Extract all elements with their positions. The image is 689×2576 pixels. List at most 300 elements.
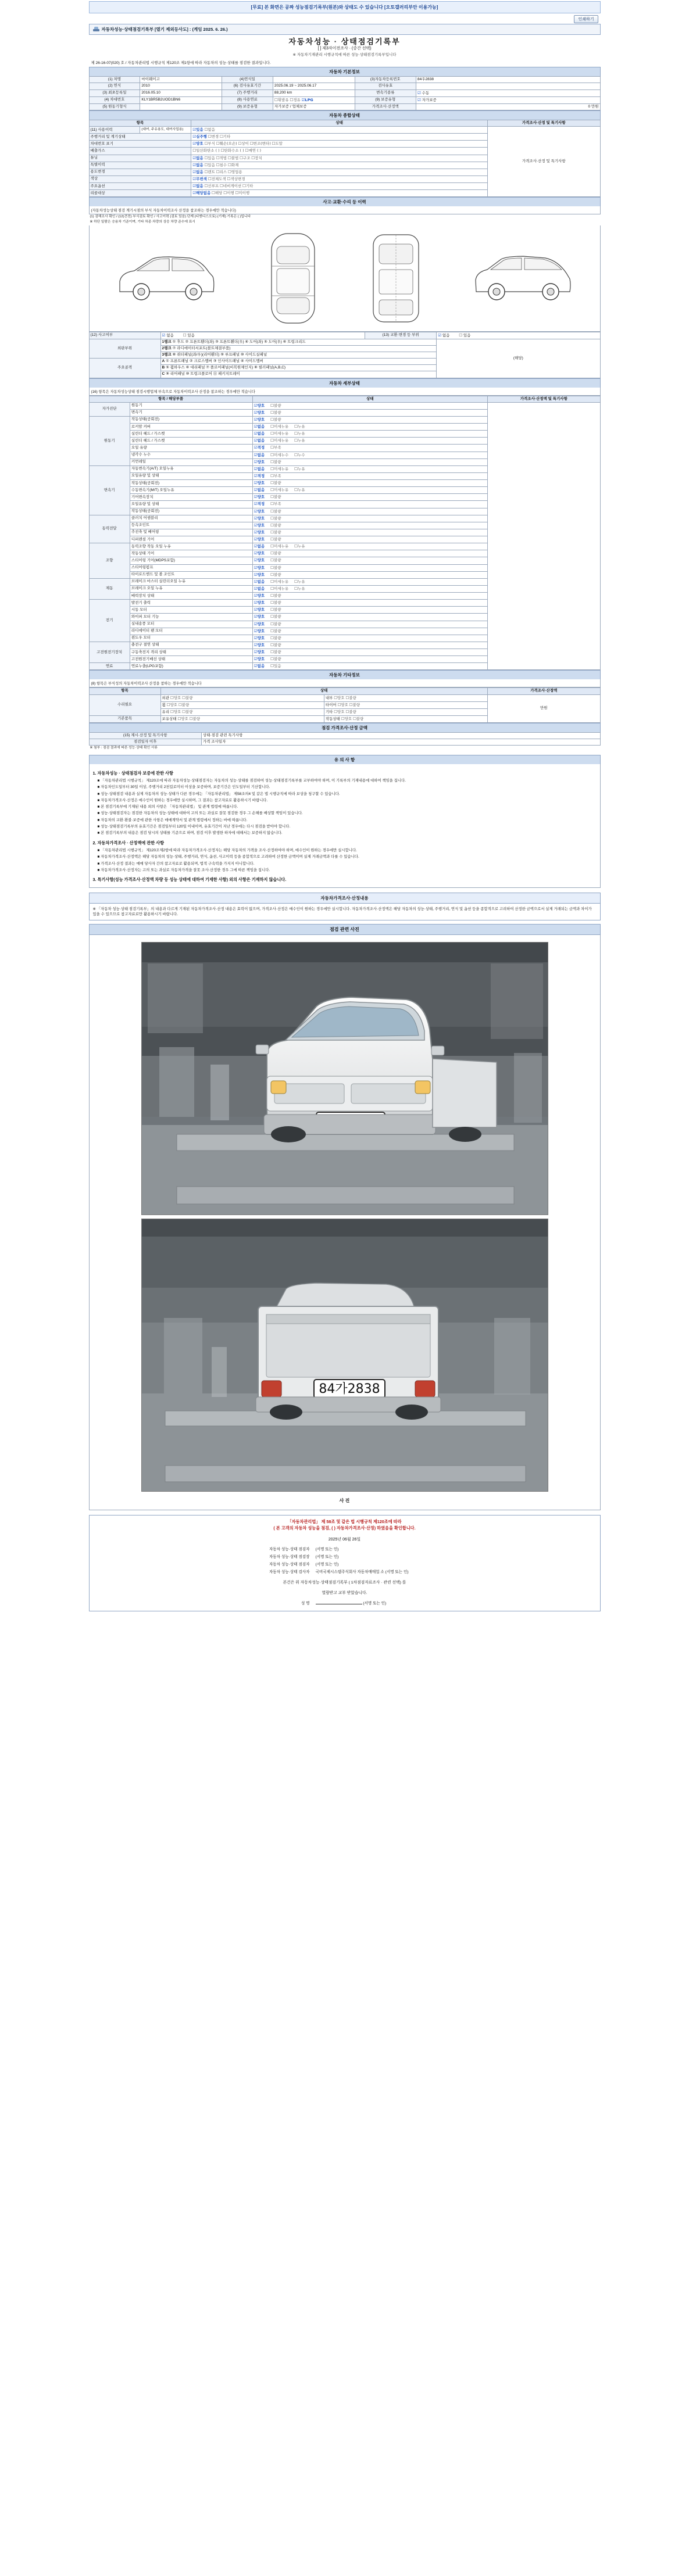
detail-state-checkbox[interactable]: ☑양호 [254, 657, 265, 662]
detail-state-checkbox[interactable]: ☑없음 [254, 424, 265, 429]
signature-title-1: 「자동차관리법」 제 58조 및 같은 법 시행규칙 제120조에 따라 [287, 1519, 402, 1525]
detail-item-label: 동력조향 작동 오일 누유 [130, 543, 252, 550]
fuel-option-gasoline-checkbox[interactable]: ☐휘발유 [274, 97, 289, 102]
photo-section-header: 점검 관련 사진 [89, 924, 601, 935]
detail-item-state [252, 515, 487, 522]
notice-p-2: ■ 성능·상태점검 내용과 실제 자동차의 성능·상태가 다른 경우에는 「자동차관리법」 제58조의4 및 같은 법 시행규칙에 따라 보상을 청구할 수 있습니다. [97, 791, 340, 796]
special-fire-checkbox[interactable]: ☐화재 [227, 162, 239, 167]
accident-note-table [89, 214, 601, 225]
detail-state-checkbox[interactable]: ☐불량 [270, 537, 281, 542]
accident-line-2: ※ 하단 일람은 승용차 기준이며, 기타 차종·차량의 상응 차량 준수에 표시 [90, 220, 195, 224]
detail-state-checkbox[interactable]: ☑없음 [254, 544, 265, 549]
detail-state-checkbox[interactable]: ☐누유 [294, 431, 305, 436]
detail-row [89, 402, 600, 409]
detail-state-checkbox[interactable]: ☑없음 [254, 452, 265, 457]
other-repair-glass: 유리 ☐양호 ☐불량 [160, 708, 324, 715]
detail-col-item: 항목 / 해당부품 [89, 396, 252, 402]
detail-item-label: 작동상태 기어 [130, 550, 252, 557]
detail-item-label: 기어변속장치 [130, 494, 252, 501]
basic-work-bad-checkbox[interactable]: ☐불량 [352, 716, 364, 721]
emission-smoke-checkbox[interactable]: ☐매연 ( ) [245, 148, 262, 153]
warranty-self-checkbox[interactable]: ☑ [417, 97, 421, 102]
detail-item-state [252, 656, 487, 663]
fuel-option-diesel-checkbox[interactable]: ☐경유 [290, 97, 301, 102]
field-label-platenumber: (3)자동차등록번호 [355, 77, 416, 83]
detail-item-label: 실린더 헤드 / 가스켓 [130, 431, 252, 438]
field-label-year: (2) 연식 [89, 83, 140, 89]
detail-state-checkbox[interactable]: ☑적정 [254, 445, 265, 450]
detail-state-checkbox[interactable]: ☐미세누유 [270, 579, 289, 584]
detail-state-checkbox[interactable]: ☑양호 [254, 607, 265, 612]
photo-section [89, 935, 601, 1510]
vin-good-checkbox[interactable]: ☑양호 [192, 141, 204, 146]
detail-state-checkbox[interactable]: ☐미세누유 [270, 431, 289, 436]
panel-rank-2-no: 2랭크 [162, 346, 172, 350]
detail-state-checkbox[interactable]: ☐불량 [270, 410, 281, 415]
car-diagram-side-view [111, 246, 222, 310]
detail-state-checkbox[interactable]: ☑양호 [254, 600, 265, 606]
detail-item-state [252, 409, 487, 416]
detail-state-checkbox[interactable]: ☐불량 [270, 628, 281, 633]
detail-state-checkbox[interactable]: ☐불량 [270, 642, 281, 647]
detail-state-checkbox[interactable]: ☑양호 [254, 635, 265, 640]
detail-state-checkbox[interactable]: ☑양호 [254, 403, 265, 408]
repair-wheel-good-checkbox[interactable]: ☐양호 [166, 702, 178, 707]
warranty-value: 자가보증 [422, 98, 437, 102]
accident-remark-cell [437, 339, 600, 378]
car-diagram-top-view [261, 229, 325, 328]
frame-rank-b [160, 365, 437, 371]
detail-state-checkbox[interactable]: ☐미세누유 [270, 438, 289, 443]
transmission-value: 수동 [422, 91, 430, 95]
detail-state-checkbox[interactable]: ☐부족 [270, 473, 281, 478]
detail-state-checkbox[interactable]: ☐불량 [270, 522, 281, 528]
field-value-inspection-period: 2025.06.19 ~ 2025.06.17 [273, 83, 355, 89]
detail-state-checkbox[interactable]: ☑양호 [254, 495, 265, 500]
detail-state-checkbox[interactable]: ☑양호 [254, 508, 265, 514]
panel-rank-1-no: 1랭크 [162, 339, 172, 344]
detail-state-checkbox[interactable]: ☑양호 [254, 522, 265, 528]
overall-label-color: 색상 [89, 175, 191, 182]
field-value-platenumber: 84우2838 [416, 77, 601, 83]
field-value-mileage [273, 89, 355, 96]
detail-state-checkbox[interactable]: ☑없음 [254, 431, 265, 436]
overall-label-special-history: 특별이력 [89, 162, 191, 169]
tuning-structure-checkbox[interactable]: ☐구조 [240, 155, 251, 160]
accident-remark-text: (해당) [513, 356, 523, 360]
color-full-repaint-checkbox[interactable]: ☐전체도색 [208, 176, 226, 181]
overall-remark-text: 가격조사·산정 및 특기사항 [522, 159, 566, 164]
tuning-none-checkbox[interactable]: ☑없음 [192, 155, 204, 160]
overall-state-usechange [191, 169, 488, 175]
detail-group-label: 고전원전기장치 [89, 642, 130, 662]
other-col-item: 항목 [89, 688, 160, 694]
detail-state-checkbox[interactable]: ☑양호 [254, 529, 265, 535]
detail-item-label: 클러치 어셈블리 [130, 515, 252, 522]
detail-item-state [252, 649, 487, 656]
usechange-biz-checkbox[interactable]: ☐영업용 [227, 169, 242, 174]
repair-wheel-bad-checkbox[interactable]: ☐불량 [178, 702, 190, 707]
accident-yes-checkbox[interactable]: ☐ [183, 332, 187, 338]
field-label-fuel: (8) 사용연료 [222, 96, 273, 103]
panel-rank-2-text: ⑦ 라디에이터서포트(볼트체결부품) [172, 346, 231, 350]
usechange-lease-checkbox[interactable]: ☐리스 [216, 169, 227, 174]
buyer-signature-row [94, 1600, 595, 1606]
detail-item-label: 연료누출(LPG포함) [130, 663, 252, 670]
detail-state-checkbox[interactable]: ☑양호 [254, 537, 265, 542]
emission-hc-checkbox[interactable]: ☐탄화수소 ( ) [220, 148, 244, 153]
detail-item-label: 브레이크 오일 누유 [130, 585, 252, 592]
detail-state-checkbox[interactable]: ☑적정 [254, 501, 265, 507]
detail-state-body [89, 402, 600, 670]
detail-group-label: 전기 [89, 600, 130, 642]
price-value-2: 가격 조사일자 [201, 739, 600, 746]
detail-state-checkbox[interactable]: ☑없음 [254, 438, 265, 443]
detail-item-label: 원동기 [130, 402, 252, 409]
detail-item-state [252, 550, 487, 557]
doc-header-table [89, 35, 601, 60]
exchange-label: (13) 교환·변경 등 부위 [365, 332, 437, 339]
detail-state-checkbox[interactable]: ☐불량 [270, 403, 281, 408]
mileage-actual-checkbox[interactable]: ☑실주행 [192, 134, 207, 139]
detail-state-checkbox[interactable]: ☑양호 [254, 410, 265, 415]
field-label-carname: (1) 차명 [89, 77, 140, 83]
overall-state-emission [191, 148, 488, 155]
signature-date: 2025년 06월 26일 [328, 1537, 361, 1542]
other-repair-etc: 기타 ☐양호 ☐불량 [324, 708, 487, 715]
vehicle-photo-front [141, 942, 548, 1215]
detail-state-checkbox[interactable]: ☑양호 [254, 417, 265, 422]
detail-item-state [252, 416, 487, 423]
detail-state-checkbox[interactable]: ☑양호 [254, 515, 265, 521]
detail-state-checkbox[interactable]: ☐누수 [294, 452, 305, 457]
detail-item-state [252, 445, 487, 452]
basic-hold-good-checkbox[interactable]: ☐양호 [177, 716, 188, 721]
section-basic-info-header: 자동차 기본정보 [89, 67, 601, 76]
usage-no-checkbox[interactable]: ☐없음 [204, 127, 215, 132]
detail-state-checkbox[interactable]: ☐불량 [270, 657, 281, 662]
detail-col-remark: 가격조사·산정액 및 특기사항 [488, 396, 600, 402]
law-line-1: 제 26-16-07(020) 호 / 자동차관리법 시행규칙 제120조 제1항에 따라 자동차의 성능·상태를 점검한 결과입니다. [91, 61, 271, 66]
detail-group-label: 동력전달 [89, 515, 130, 543]
detail-group-label: 연료 [89, 663, 130, 670]
other-price-cell [488, 694, 600, 723]
tuning-legal-checkbox[interactable]: ☐적법 [216, 155, 227, 160]
vin-damaged-checkbox[interactable]: ☐훼손(오손) [216, 141, 237, 146]
detail-state-checkbox[interactable]: ☑양호 [254, 565, 265, 570]
window-title: 자동차성능·상태점검기록부 [열기 제외등사도] : (게임 2025. 6. 26.) [101, 27, 228, 32]
detail-state-checkbox[interactable]: ☑양호 [254, 642, 265, 647]
emission-co-checkbox[interactable]: ☐일산화탄소 ( ) [192, 148, 220, 153]
detail-state-checkbox[interactable]: ☑없음 [254, 579, 265, 584]
vin-erased-checkbox[interactable]: ☐도말 [272, 141, 283, 146]
detail-item-state [252, 480, 487, 487]
detail-item-state [252, 424, 487, 431]
exchange-none-checkbox[interactable]: ☑ [438, 332, 442, 338]
detail-state-checkbox[interactable]: ☑양호 [254, 459, 265, 464]
repair-etc-bad-checkbox[interactable]: ☐불량 [345, 709, 356, 714]
field-label-warranty: (9) 보증유형 [355, 96, 416, 103]
detail-item-state [252, 585, 487, 592]
detail-state-checkbox[interactable]: ☑없음 [254, 488, 265, 493]
frame-rank-a-text: ① 프론트패널 ② 크로스멤버 ③ 인사이드패널 ④ 사이드멤버 [166, 359, 263, 364]
price-survey-box-title: 자동차가격조사·산정내용 [89, 893, 601, 904]
notice-p-3: ■ 자동차가격조사·산정은 매수인이 원하는 경우에만 실시하며, 그 결과는 참고자료로 활용하시기 바랍니다. [97, 798, 268, 802]
detail-item-label: 실내송풍 모터 [130, 621, 252, 628]
notice-body [89, 764, 601, 888]
detail-item-label: 커먼레일 [130, 458, 252, 465]
tuning-illegal-checkbox[interactable]: ☐불법 [227, 155, 239, 160]
detail-state-checkbox[interactable]: ☐불량 [270, 635, 281, 640]
signature-row-1 [94, 1546, 595, 1552]
detail-state-checkbox[interactable]: ☐미세누유 [270, 544, 289, 549]
accident-value [160, 332, 365, 339]
print-row [89, 15, 601, 24]
detail-item-state [252, 607, 487, 614]
detail-item-label: 충전구 절연 상태 [130, 642, 252, 649]
detail-item-state [252, 487, 487, 494]
detail-item-label: 자동변속기(A/T) 오일누유 [130, 465, 252, 472]
repair-int-good-checkbox[interactable]: ☐양호 [334, 695, 345, 700]
notice-p-1: ■ 자동차인도일부터 30일 이상, 주행거리 2천킬로미터 이상을 보증하며, 보증기간은 인도일부터 기산합니다. [97, 785, 270, 790]
detail-state-checkbox[interactable]: ☑양호 [254, 628, 265, 633]
acknowledge-line-1: 본건은 위 자동차성능·상태점검기록부 ( 1차점검자료조사 · 관련 선택) 를 [283, 1580, 406, 1585]
field-value-engine-type [140, 103, 222, 110]
field-label-mileage: (7) 주행거리 [222, 89, 273, 96]
notice-p-5: ■ 성능·상태점검자는 점검한 자동차의 성능·상태에 대하여 고의 또는 과실로 잘못 점검한 경우 그 손해를 배상할 책임이 있습니다. [97, 811, 303, 816]
detail-state-checkbox[interactable]: ☐불량 [270, 650, 281, 655]
detail-state-checkbox[interactable]: ☐누유 [294, 544, 305, 549]
tuning-yes-checkbox[interactable]: ☐있음 [204, 155, 215, 160]
field-value-vin: KLY1BR5B2UOD1BN6 [140, 96, 222, 103]
detail-state-checkbox[interactable]: ☐불량 [270, 515, 281, 521]
detail-state-checkbox[interactable]: ☑적정 [254, 473, 265, 478]
vehicle-photo-rear [141, 1219, 548, 1492]
signature-row-4 [94, 1568, 595, 1574]
usechange-rent-checkbox[interactable]: ☐렌트 [204, 169, 215, 174]
detail-state-checkbox[interactable]: ☐누유 [294, 424, 305, 429]
accident-line-1: (1) 검해조사 확인 / (12)견전) 부식검토 확인 / 사고이력 (검토 있음) 단계 (디앤디스오토) (기재) 기록은 ( )입니다 [90, 215, 251, 219]
overall-state-vin-mark [191, 141, 488, 148]
special-yes-checkbox[interactable]: ☐있음 [204, 162, 215, 167]
repair-ext-bad-checkbox[interactable]: ☐불량 [182, 695, 193, 700]
detail-item-state [252, 621, 487, 628]
other-basic-hold: 보유상태 ☐양호 ☐불량 [160, 715, 324, 722]
detail-state-checkbox[interactable]: ☐불량 [270, 481, 281, 486]
usage-yes-checkbox[interactable]: ☑있음 [192, 127, 204, 132]
overall-state-usage [191, 127, 488, 134]
print-button[interactable]: 인쇄하기 [574, 15, 598, 23]
repair-int-bad-checkbox[interactable]: ☐불량 [345, 695, 356, 700]
price-table [89, 732, 601, 746]
mileage-other-checkbox[interactable]: ☐기타 [219, 134, 231, 139]
detail-state-checkbox[interactable]: ☑양호 [254, 614, 265, 619]
car-diagram-side-view-2 [467, 246, 578, 310]
notice-p-4: ■ 본 점검기록부에 기재된 내용 외의 사항은 「자동차관리법」 및 관계 법령에 따릅니다. [97, 805, 238, 809]
detail-state-checkbox[interactable]: ☐미세누유 [270, 488, 289, 493]
frame-rank-b-text: ⑤ 휠하우스 ⑥ 대쉬패널 ⑦ 플로어패널(비복원체인지) ⑧ 필러패널(A,B,C) [166, 366, 286, 370]
detail-state-checkbox[interactable]: ☐불량 [270, 565, 281, 570]
signature-label-2: 자동차 성능·상태 점검장 [269, 1554, 310, 1559]
repair-tire-bad-checkbox[interactable]: ☐불량 [349, 702, 360, 707]
accident-none-checkbox[interactable]: ☑ [162, 332, 166, 338]
notice-p2-1: ■ 자동차가격조사·산정액은 해당 자동차의 성능·상태, 주행거리, 연식, 옵션, 사고이력 등을 종합적으로 고려하여 산정한 금액이며 실제 거래금액과 다를 수 있습니다. [97, 855, 359, 859]
detail-state-checkbox[interactable]: ☐불량 [270, 607, 281, 612]
other-repair-ext: 외관 ☐양호 ☐불량 [160, 694, 324, 701]
detail-group-label: 원동기 [89, 416, 130, 465]
fuel-option-lpg-checkbox[interactable]: ☑LPG [301, 97, 313, 102]
field-value-carname: 마이웨이고 [140, 77, 222, 83]
repair-glass-good-checkbox[interactable]: ☐양호 [170, 709, 181, 714]
car-diagram-front-view [364, 229, 428, 328]
section-other-info-note: (8) 항목은 부식성의 자동차이력조사 산정을 참하는 경우에만 적습니다 [89, 679, 601, 687]
detail-state-checkbox[interactable]: ☐불량 [270, 508, 281, 514]
detail-state-checkbox[interactable]: ☑없음 [254, 586, 265, 591]
usechange-none-checkbox[interactable]: ☑없음 [192, 169, 204, 174]
detail-state-checkbox[interactable]: ☐부족 [270, 445, 281, 450]
detail-item-state [252, 578, 487, 585]
detail-state-checkbox[interactable]: ☐누유 [294, 466, 305, 471]
repair-tire-good-checkbox[interactable]: ☐양호 [337, 702, 348, 707]
detail-item-state [252, 522, 487, 529]
option-none-checkbox[interactable]: ☑없음 [192, 184, 204, 188]
field-value-warranty2: 자가보증 / 업체보증 [273, 103, 355, 110]
detail-item-label: 실린더 헤드 / 가스켓 [130, 438, 252, 445]
attachment-table [89, 746, 601, 751]
mileage-changed-checkbox[interactable]: ☐변경 [208, 134, 219, 139]
field-value-fuel [273, 96, 355, 103]
signature-title-2: ( 본 고객의 자동차 성능을 점검, ( ) 자동차가격조사·산정) 하였음을 확인합니다. [273, 1525, 416, 1531]
overall-col-remark: 가격조사·산정 및 특기사항 [488, 120, 600, 126]
option-sunroof-checkbox[interactable]: ☐선루프 [204, 184, 219, 188]
detail-state-checkbox[interactable]: ☐미세누유 [270, 466, 289, 471]
detail-state-checkbox[interactable]: ☐불량 [270, 621, 281, 626]
exchange-none-label: 없음 [442, 333, 450, 338]
detail-state-checkbox[interactable]: ☐미세누유 [270, 424, 289, 429]
detail-item-state [252, 465, 487, 472]
accident-label: (12) 사고여부 [89, 332, 160, 339]
detail-state-checkbox[interactable]: ☑양호 [254, 551, 265, 556]
special-none-checkbox[interactable]: ☑없음 [192, 162, 204, 167]
detail-item-label: 오일유량 및 상태 [130, 472, 252, 479]
detail-state-checkbox[interactable]: ☐불량 [270, 558, 281, 563]
detail-item-state [252, 663, 487, 670]
repair-glass-bad-checkbox[interactable]: ☐불량 [182, 709, 193, 714]
repair-ext-good-checkbox[interactable]: ☐양호 [170, 695, 181, 700]
overall-label-mileage: 주행거리 및 계기상태 [89, 134, 191, 141]
detail-state-checkbox[interactable]: ☐미세누유 [270, 586, 289, 591]
detail-state-checkbox[interactable]: ☐불량 [270, 459, 281, 464]
detail-remark-cell [488, 402, 600, 670]
recall-notdone-checkbox[interactable]: ☐미이행 [235, 191, 250, 196]
detail-state-checkbox[interactable]: ☑없음 [254, 664, 265, 669]
detail-item-label: 고전원전기배선 상태 [130, 656, 252, 663]
transmission-checked-icon: ☑ [417, 90, 421, 95]
detail-state-checkbox[interactable]: ☐부족 [270, 501, 281, 507]
detail-state-checkbox[interactable]: ☐불량 [270, 600, 281, 606]
field-value-warranty [416, 96, 601, 103]
attachment-note: ※ 첨부 : 점검 결과에 따른 성능·상태 확인 서류 [90, 746, 158, 750]
detail-state-checkbox[interactable]: ☐불량 [270, 593, 281, 599]
overall-col-item: 항목 [89, 120, 191, 126]
overall-state-options [191, 183, 488, 190]
detail-state-checkbox[interactable]: ☑양호 [254, 558, 265, 563]
detail-state-checkbox[interactable]: ☑양호 [254, 650, 265, 655]
color-changed-checkbox[interactable]: ☐색상변경 [227, 176, 245, 181]
notice-h1: 1. 자동차성능 · 상태점검자 보증에 관한 사항 [92, 770, 173, 776]
detail-state-checkbox[interactable]: ☑없음 [254, 466, 265, 471]
section-detail-state-note: (16) 항목은 자동차성능상태 점검시행업체 부속으로 자동차이력조사 산정을 참조하는 경우에만 적습니다 [89, 388, 601, 396]
exchange-value [437, 332, 600, 339]
detail-state-checkbox[interactable]: ☑양호 [254, 593, 265, 599]
detail-item-label: 디퍼렌셜 기어 [130, 536, 252, 543]
signature-row-3 [94, 1561, 595, 1567]
option-etc-checkbox[interactable]: ☐기타 [242, 184, 254, 188]
recall-done-checkbox[interactable]: ☐이행 [223, 191, 234, 196]
detail-item-label: 작동상태(공회전) [130, 416, 252, 423]
recall-yes-checkbox[interactable]: ☐해당 [212, 191, 223, 196]
detail-state-checkbox[interactable]: ☐불량 [270, 529, 281, 535]
detail-state-checkbox[interactable]: ☐누유 [294, 586, 305, 591]
detail-item-label: 작동상태(공회전) [130, 480, 252, 487]
detail-state-checkbox[interactable]: ☐누유 [294, 438, 305, 443]
detail-state-checkbox[interactable]: ☑양호 [254, 621, 265, 626]
detail-state-checkbox[interactable]: ☑양호 [254, 572, 265, 577]
detail-state-checkbox[interactable]: ☐불량 [270, 417, 281, 422]
detail-item-state [252, 571, 487, 578]
option-navi-checkbox[interactable]: ☐네비게이션 [219, 184, 242, 188]
detail-state-checkbox[interactable]: ☐불량 [270, 572, 281, 577]
detail-item-state [252, 642, 487, 649]
color-unchanged-checkbox[interactable]: ☑무변색 [192, 176, 207, 181]
price-survey-number: 0 [588, 104, 591, 109]
signature-row-2 [94, 1553, 595, 1559]
detail-item-state [252, 452, 487, 458]
other-col-state: 상태 [160, 688, 488, 694]
detail-state-checkbox[interactable]: ☐불량 [270, 495, 281, 500]
detail-item-state [252, 458, 487, 465]
car-diagram-row [92, 229, 598, 328]
special-flood-checkbox[interactable]: ☐침수 [216, 162, 227, 167]
detail-item-state [252, 431, 487, 438]
detail-state-checkbox[interactable]: ☐누유 [294, 579, 305, 584]
detail-state-checkbox[interactable]: ☐미세누수 [270, 452, 289, 457]
notice-h2: 2. 자동차가격조사 · 산정액에 관한 사항 [92, 840, 165, 845]
detail-item-state [252, 472, 487, 479]
vin-corroded-checkbox[interactable]: ☐부식 [204, 141, 215, 146]
exchange-yes-checkbox[interactable]: ☐ [459, 332, 463, 338]
detail-item-label: 와이퍼 모터 기능 [130, 614, 252, 621]
field-value-inspection [416, 83, 601, 89]
vin-diff-checkbox[interactable]: ☐상이 [238, 141, 249, 146]
recall-na-checkbox[interactable]: ☑해당없음 [192, 191, 211, 196]
detail-state-checkbox[interactable]: ☑양호 [254, 481, 265, 486]
vehicle-photo-rear-image [142, 1219, 548, 1492]
basic-hold-bad-checkbox[interactable]: ☐불량 [189, 716, 201, 721]
detail-state-checkbox[interactable]: ☐불량 [270, 614, 281, 619]
overall-state-tuning [191, 155, 488, 162]
detail-item-label: 스티어링 기어(MDPS포함) [130, 557, 252, 564]
detail-state-checkbox[interactable]: ☐있음 [270, 664, 281, 669]
detail-state-checkbox[interactable]: ☐불량 [270, 551, 281, 556]
repair-etc-good-checkbox[interactable]: ☐양호 [334, 709, 345, 714]
notice-p2-2: ■ 가격조사·산정 결과는 매매 당사자 간의 참고자료로 활용되며, 법적 구속력을 가지지 아니합니다. [97, 861, 255, 866]
basic-work-good-checkbox[interactable]: ☐양호 [341, 716, 352, 721]
detail-state-checkbox[interactable]: ☐누유 [294, 488, 305, 493]
tuning-device-checkbox[interactable]: ☐장치 [251, 155, 262, 160]
vin-altered-checkbox[interactable]: ☐변조(변타) [249, 141, 271, 146]
field-label-inspection-period: (6) 검사유효기간 [222, 83, 273, 89]
